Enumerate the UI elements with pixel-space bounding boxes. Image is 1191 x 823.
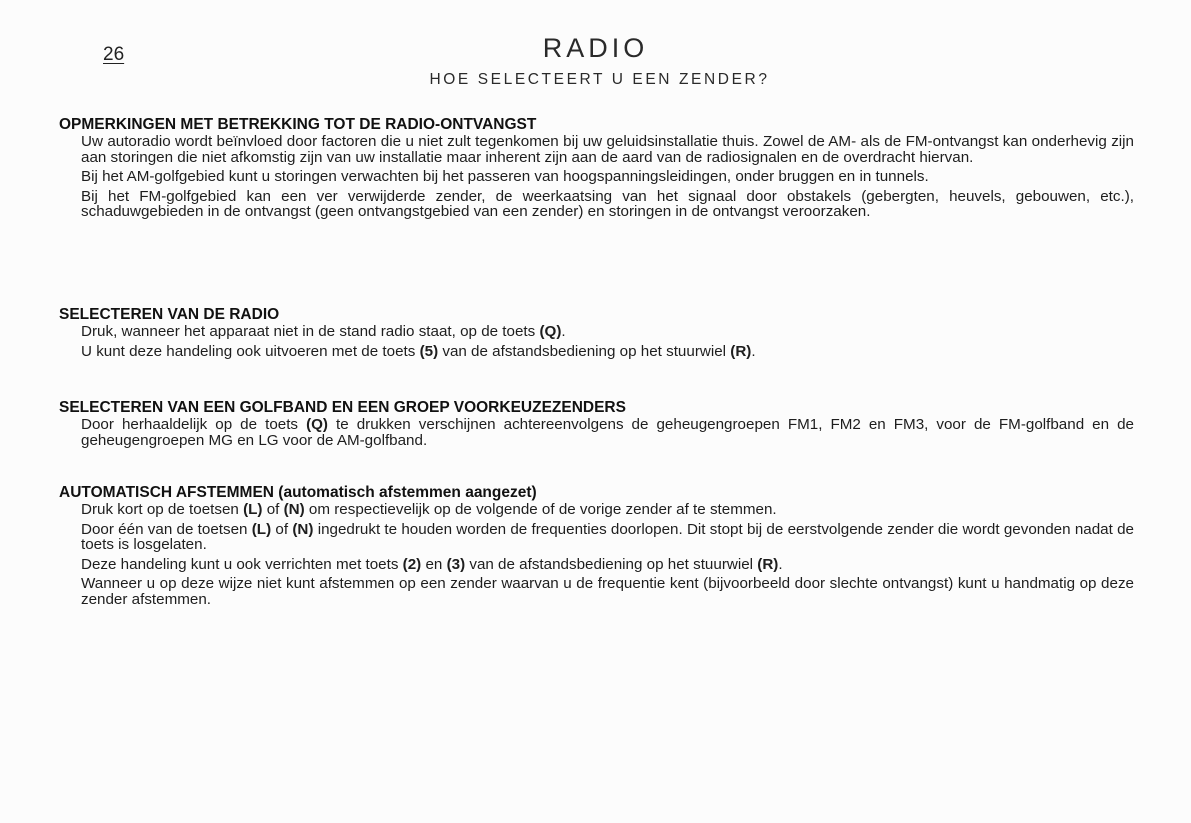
key-reference: (5) <box>419 342 439 360</box>
section-heading: OPMERKINGEN MET BETREKKING TOT DE RADIO-ONTVANGST <box>59 116 537 133</box>
paragraph: Wanneer u op deze wijze niet kunt afstemmen op een zender waarvan u de frequentie kent (bijvoorbeeld door slechte ontvangst) kunt u handmatig op deze zender afstemmen. <box>81 575 1134 608</box>
key-reference: (L) <box>251 520 272 538</box>
key-reference: (L) <box>243 501 263 518</box>
paragraph: Door één van de toetsen (L) of (N) ingedrukt te houden worden de frequenties doorlopen. Dit stopt bij de eerstvolgende zender die wordt gevonden nadat de toets is losgelaten. <box>81 520 1134 553</box>
page-number: 26 <box>103 44 125 65</box>
section-radio-reception <box>59 116 1134 220</box>
key-reference: (Q) <box>306 416 328 433</box>
section-select-waveband <box>59 399 1134 448</box>
paragraph: Uw autoradio wordt beïnvloed door factoren die u niet zult tegenkomen bij uw geluidsinstallatie thuis. Zowel de AM- als de FM-ontvangst kan onderhevig zijn aan storingen die niet afkomstig zijn van uw installatie maar inherent zijn aan de aard van de radiosignalen en de overdracht hiervan. <box>81 133 1134 166</box>
key-reference: (N) <box>283 501 305 518</box>
key-reference: (R) <box>730 342 752 360</box>
section-heading: SELECTEREN VAN EEN GOLFBAND EN EEN GROEP VOORKEUZEZENDERS <box>59 399 626 416</box>
paragraph: Door herhaaldelijk op de toets (Q) te drukken verschijnen achtereenvolgens de geheugengroepen FM1, FM2 en FM3, voor de FM-golfband en de geheugengroepen MG en LG voor de AM-golfband. <box>81 416 1134 449</box>
paragraph: Bij het FM-golfgebied kan een ver verwijderde zender, de weerkaatsing van het signaal door obstakels (gebergten, heuvels, gebouwen, etc.), schaduwgebieden in de ontvangst (geen ontvangstgebied van een zender) en storingen in de ontvangst veroorzaken. <box>81 187 1134 220</box>
paragraph: Druk kort op de toetsen (L) of (N) om respectievelijk op de volgende of de vorige zender af te stemmen. <box>81 501 777 518</box>
paragraph: Deze handeling kunt u ook verrichten met toets (2) en (3) van de afstandsbediening op het stuurwiel (R). <box>81 555 783 573</box>
paragraph: U kunt deze handeling ook uitvoeren met de toets (5) van de afstandsbediening op het stuurwiel (R). <box>81 342 756 360</box>
page-subtitle: HOE SELECTEERT U EEN ZENDER? <box>429 71 770 88</box>
key-reference: (3) <box>446 555 466 573</box>
section-select-radio <box>59 306 1134 359</box>
key-reference: (N) <box>292 520 314 538</box>
key-reference: (Q) <box>539 323 562 340</box>
page-title: RADIO <box>542 33 649 63</box>
section-heading: AUTOMATISCH AFSTEMMEN (automatisch afstemmen aangezet) <box>59 484 537 501</box>
paragraph: Bij het AM-golfgebied kunt u storingen verwachten bij het passeren van hoogspanningsleidingen, onder bruggen en in tunnels. <box>81 168 929 185</box>
paragraph: Druk, wanneer het apparaat niet in de stand radio staat, op de toets (Q). <box>81 323 566 340</box>
key-reference: (2) <box>402 555 422 573</box>
section-automatic-tuning <box>59 484 1134 607</box>
key-reference: (R) <box>757 555 779 573</box>
section-heading: SELECTEREN VAN DE RADIO <box>59 306 280 323</box>
